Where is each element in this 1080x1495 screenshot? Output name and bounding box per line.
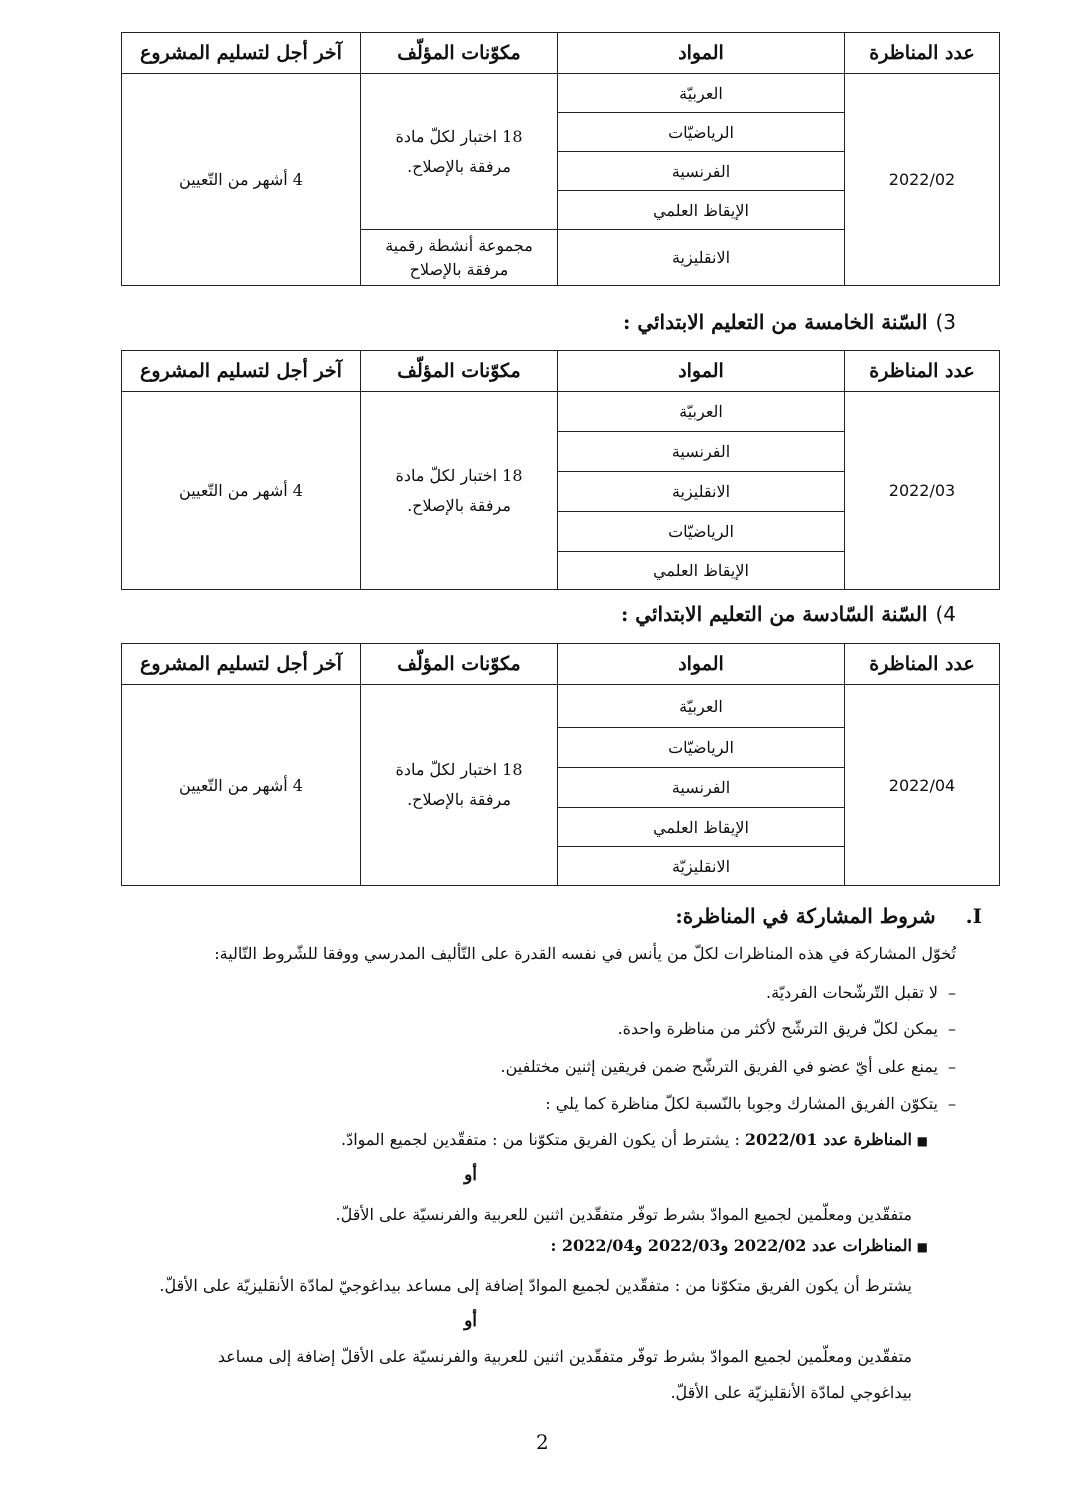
components-line: 18 اختبار لكلّ مادة xyxy=(395,465,523,485)
condition-text: لا تقبل التّرشّحات الفرديّة. xyxy=(765,983,938,1002)
section-title-text: شروط المشاركة في المناظرة: xyxy=(675,904,936,928)
or-separator: أو xyxy=(464,1311,477,1331)
bullet-text: : يشترط أن يكون الفريق متكوّنا من : متفقّدين لجميع الموادّ. xyxy=(340,1130,740,1149)
subject-cell: الفرنسية xyxy=(558,152,845,191)
subject-cell: العربيّة xyxy=(558,392,845,432)
heading-text: السّنة الخامسة من التعليم الابتدائي : xyxy=(622,310,928,334)
subject-cell: الإيقاظ العلمي xyxy=(558,808,845,847)
header-deadline: آخر أجل لتسليم المشروع xyxy=(122,33,361,74)
components-line: مرفقة بالإصلاح. xyxy=(407,790,511,809)
header-components: مكوّنات المؤلّف xyxy=(361,644,558,685)
bullet-alternative: بيداغوجي لمادّة الأنقليزيّة على الأقلّ. xyxy=(670,1383,912,1402)
heading-index: 4) xyxy=(935,602,956,626)
header-subjects: المواد xyxy=(558,351,845,392)
components-line: 18 اختبار لكلّ مادة xyxy=(395,126,523,146)
header-competition-number: عدد المناظرة xyxy=(845,351,1000,392)
section-heading-year-6 xyxy=(621,602,956,626)
subject-cell: العربيّة xyxy=(558,685,845,728)
components-line: مرفقة بالإصلاح. xyxy=(407,495,511,515)
condition-item: –يمنع على أيّ عضو في الفريق الترشّح ضمن فريقين إثنين مختلفين. xyxy=(500,1057,956,1076)
bullet-text: يشترط أن يكون الفريق متكوّنا من : متفقّدين لجميع الموادّ إضافة إلى مساعد بيداغوجيّ لمادّة الأنقليزيّة على الأقلّ. xyxy=(159,1276,912,1295)
subject-cell: الإيقاظ العلمي xyxy=(558,552,845,590)
deadline-cell: 4 أشهر من التّعيين xyxy=(122,74,361,286)
deadline-cell: 4 أشهر من التّعيين xyxy=(122,392,361,590)
bullet-item-2022-01 xyxy=(341,1130,912,1149)
subject-cell: العربيّة xyxy=(558,74,845,113)
header-competition-number: عدد المناظرة xyxy=(845,644,1000,685)
header-components: مكوّنات المؤلّف xyxy=(361,33,558,74)
subject-cell: الرياضيّات xyxy=(558,512,845,552)
section-title xyxy=(675,904,982,928)
header-subjects: المواد xyxy=(558,644,845,685)
header-deadline: آخر أجل لتسليم المشروع xyxy=(122,644,361,685)
section-roman-numeral: I. xyxy=(965,904,982,928)
bullet-square-icon: ■ xyxy=(916,1240,928,1254)
heading-index: 3) xyxy=(935,310,956,334)
condition-text: يمكن لكلّ فريق الترشّح لأكثر من مناظرة واحدة. xyxy=(617,1019,938,1038)
components-cell xyxy=(361,392,558,590)
deadline-cell: 4 أشهر من التّعيين xyxy=(122,685,361,886)
subject-cell: الإيقاظ العلمي xyxy=(558,191,845,230)
condition-item: –يتكوّن الفريق المشارك وجوبا بالنّسبة لكلّ مناظرة كما يلي : xyxy=(545,1094,956,1113)
header-subjects: المواد xyxy=(558,33,845,74)
subject-cell: الانقليزية xyxy=(558,230,845,286)
bullet-alternative: متفقّدين ومعلّمين لجميع الموادّ بشرط توفّر متفقّدين اثنين للعربية والفرنسيّة على الأقلّ إضافة إلى مساعد xyxy=(217,1347,912,1366)
components-cell xyxy=(361,74,558,230)
competition-table-2022-03 xyxy=(121,350,1000,590)
subject-cell: الرياضيّات xyxy=(558,728,845,768)
components-line: مجموعة أنشطة رقمية xyxy=(385,235,533,255)
section-heading-year-5 xyxy=(623,310,956,334)
components-line: مرفقة بالإصلاح xyxy=(409,259,509,279)
competition-number: 2022/03 xyxy=(845,392,1000,590)
subject-cell: الرياضيّات xyxy=(558,113,845,152)
subject-cell: الانقليزية xyxy=(558,472,845,512)
bullet-square-icon: ■ xyxy=(916,1134,928,1148)
section-intro: تُخوّل المشاركة في هذه المناظرات لكلّ من يأنس في نفسه القدرة على التّأليف المدرسي ووفقا للشّروط التّالية: xyxy=(214,944,956,963)
competition-number: 2022/02 xyxy=(845,74,1000,286)
components-line: مرفقة بالإصلاح. xyxy=(407,156,511,176)
condition-item: –يمكن لكلّ فريق الترشّح لأكثر من مناظرة واحدة. xyxy=(617,1019,956,1038)
header-competition-number: عدد المناظرة xyxy=(845,33,1000,74)
page-number: 2 xyxy=(536,1430,549,1454)
condition-item: –لا تقبل التّرشّحات الفرديّة. xyxy=(765,983,956,1002)
condition-text: يمنع على أيّ عضو في الفريق الترشّح ضمن فريقين إثنين مختلفين. xyxy=(500,1057,938,1076)
competition-number: 2022/04 xyxy=(845,685,1000,886)
subject-cell: الفرنسية xyxy=(558,432,845,472)
components-line: 18 اختبار لكلّ مادة xyxy=(395,760,523,779)
competition-table-2022-04 xyxy=(121,643,1000,886)
header-deadline: آخر أجل لتسليم المشروع xyxy=(122,351,361,392)
header-components: مكوّنات المؤلّف xyxy=(361,351,558,392)
competition-table-2022-02 xyxy=(121,32,1000,286)
bullet-alternative: متفقّدين ومعلّمين لجميع الموادّ بشرط توفّر متفقّدين اثنين للعربية والفرنسيّة على الأقلّ. xyxy=(335,1205,912,1224)
components-cell xyxy=(361,230,558,286)
or-separator: أو xyxy=(464,1165,477,1185)
subject-cell: الانقليزيّة xyxy=(558,847,845,886)
bullet-label: المناظرة عدد 2022/01 xyxy=(744,1130,912,1149)
condition-text: يتكوّن الفريق المشارك وجوبا بالنّسبة لكلّ مناظرة كما يلي : xyxy=(545,1094,938,1113)
subject-cell: الفرنسية xyxy=(558,768,845,808)
heading-text: السّنة السّادسة من التعليم الابتدائي : xyxy=(620,602,928,626)
bullet-label: المناظرات عدد 2022/02 و2022/03 و2022/04 : xyxy=(550,1236,912,1255)
components-cell xyxy=(361,685,558,886)
